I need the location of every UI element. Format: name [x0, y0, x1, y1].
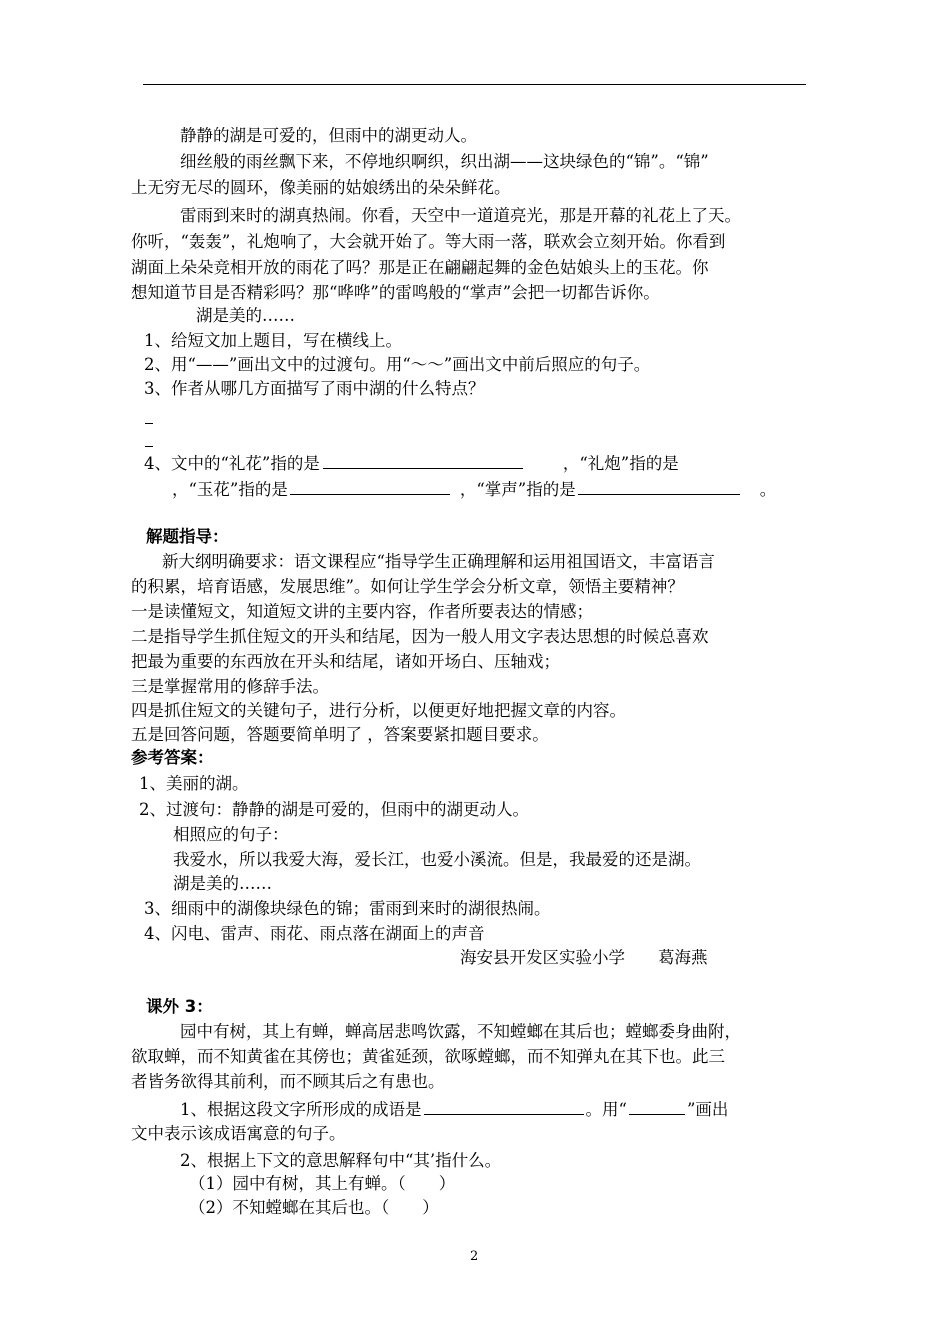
guide-line: 四是抓住短文的关键句子，进行分析，以便更好地把握文章的内容。 [131, 701, 626, 720]
extra-question-1-cont: 文中表示该成语寓意的句子。 [131, 1124, 346, 1143]
answer-line: 2、过渡句：静静的湖是可爱的，但雨中的湖更动人。 [139, 800, 529, 819]
answer-blank[interactable] [290, 478, 450, 495]
answer-blank[interactable] [578, 478, 740, 495]
passage-line: 雷雨到来时的湖真热闹。你看，天空中一道道亮光，那是开幕的礼花上了天。 [180, 206, 741, 225]
extra-question-2: 2、根据上下文的意思解释句中“其’指什么。 [180, 1151, 502, 1170]
guide-line: 五是回答问题，答题要简单明了 ，答案要紧扣题目要求。 [131, 725, 549, 744]
guide-line: 把最为重要的东西放在开头和结尾，诸如开场白、压轴戏； [131, 652, 560, 671]
question-3: 3、作者从哪几方面描写了雨中湖的什么特点？ [144, 379, 485, 398]
extra-question-text: 。用“ [585, 1100, 627, 1119]
guide-line: 的积累，培育语感，发展思维”。如何让学生学会分析文章，领悟主要精神？ [131, 577, 684, 596]
extra-passage-line: 园中有树，其上有蝉，蝉高居悲鸣饮露，不知螳螂在其后也；螳螂委身曲附， [180, 1022, 741, 1041]
answer-blank[interactable] [424, 1098, 584, 1115]
extra-question-2-1: （1）园中有树，其上有蝉。（ ） [189, 1174, 456, 1193]
question-4 [144, 452, 679, 475]
extra-heading: 课外 3： [146, 997, 213, 1016]
answer-line: 相照应的句子： [173, 825, 289, 844]
question-1: 1、给短文加上题目，写在横线上。 [144, 331, 402, 350]
answers-heading: 参考答案： [131, 748, 214, 767]
question-2: 2、用“——”画出文中的过渡句。用“～～”画出文中前后照应的句子。 [144, 355, 651, 374]
passage-line: 你听，“轰轰”，礼炮响了，大会就开始了。等大雨一落，联欢会立刻开始。你看到 [131, 232, 726, 251]
guide-line: 一是读懂短文，知道短文讲的主要内容，作者所要表达的情感； [131, 602, 593, 621]
passage-line: 上无穷无尽的圆环，像美丽的姑娘绣出的朵朵鲜花。 [131, 178, 511, 197]
extra-question-text: 1、根据这段文字所形成的成语是 [180, 1100, 422, 1119]
question-4-text: ，“礼炮”指的是 [562, 454, 679, 473]
header-rule [143, 84, 806, 85]
passage-line: 湖是美的…… [196, 306, 295, 325]
extra-question-1 [180, 1098, 728, 1121]
page-number: 2 [470, 1249, 479, 1264]
guide-line: 新大纲明确要求：语文课程应“指导学生正确理解和运用祖国语文，丰富语言 [162, 552, 715, 571]
guide-line: 三是掌握常用的修辞手法。 [131, 677, 329, 696]
passage-line: 想知道节目是否精彩吗？那“哗哗”的雷鸣般的“掌声”会把一切都告诉你。 [131, 283, 660, 302]
extra-question-text: ”画出 [686, 1100, 729, 1119]
question-4-text: ，“玉花”指的是 [172, 480, 288, 499]
question-4-text: 4、文中的“礼花”指的是 [144, 454, 320, 473]
answer-line: 我爱水，所以我爱大海，爱长江，也爱小溪流。但是，我最爱的还是湖。 [173, 850, 701, 869]
answer-blank[interactable] [145, 446, 153, 447]
question-4-cont [172, 478, 776, 501]
answer-line: 1、美丽的湖。 [139, 774, 249, 793]
answer-line: 3、细雨中的湖像块绿色的锦；雷雨到来时的湖很热闹。 [144, 899, 551, 918]
answer-line: 4、闪电、雷声、雨花、雨点落在湖面上的声音 [144, 924, 485, 943]
passage-line: 细丝般的雨丝飘下来，不停地织啊织，织出湖——这块绿色的“锦”。“锦” [180, 152, 709, 171]
extra-passage-line: 者皆务欲得其前利，而不顾其后之有患也。 [131, 1072, 445, 1091]
extra-question-2-2: （2）不知螳螂在其后也。（ ） [189, 1198, 439, 1217]
answer-blank[interactable] [145, 423, 153, 424]
extra-passage-line: 欲取蝉，而不知黄雀在其傍也；黄雀延颈，欲啄螳螂，而不知弹丸在其下也。此三 [131, 1047, 725, 1066]
passage-line: 静静的湖是可爱的，但雨中的湖更动人。 [180, 126, 477, 145]
author-signature: 海安县开发区实验小学 葛海燕 [460, 948, 708, 967]
answer-line: 湖是美的…… [173, 874, 272, 893]
question-4-text: 。 [759, 480, 777, 499]
question-4-text: ，“掌声”指的是 [459, 480, 576, 499]
guide-heading: 解题指导： [146, 527, 229, 546]
guide-line: 二是指导学生抓住短文的开头和结尾，因为一般人用文字表达思想的时候总喜欢 [131, 627, 709, 646]
answer-blank[interactable] [323, 452, 523, 469]
answer-blank[interactable] [629, 1098, 685, 1115]
passage-line: 湖面上朵朵竞相开放的雨花了吗？那是正在翩翩起舞的金色姑娘头上的玉花。你 [131, 258, 709, 277]
